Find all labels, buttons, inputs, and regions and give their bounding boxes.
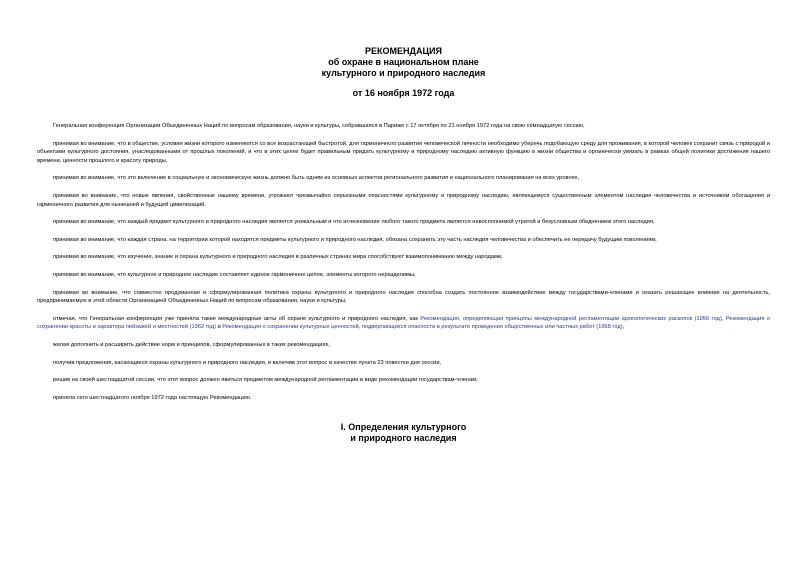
noting-separator-1: ,	[721, 315, 726, 322]
paragraph-having-decided: решив на своей шестнадцатой сессии, что этот вопрос должен явиться предметом международной регламентации в виде рекомендации государствам-членам,	[53, 377, 478, 384]
paragraph-considering-5: принимая во внимание, что каждая страна, на территории которой находятся предметы культурного и природного наследия, обязана сохранить эту часть наследия человечества и обеспечить ее передачу будущим поколениям,	[53, 236, 657, 243]
paragraph-considering-6: принимая во внимание, что изучение, знание и охрана культурного и природного наследия в различных странах мира способствуют взаимопониманию между народами,	[53, 254, 503, 261]
paragraph-considering-2: принимая во внимание, что это включение в социальную и экономическую жизнь должно быть одним из основных аспектов регионального развития и национального планирования на всех уровнях,	[53, 175, 580, 182]
paragraph-considering-7: принимая во внимание, что культурное и природное наследие составляет единое гармоничное целое, элементы которого неразделимы,	[53, 271, 416, 278]
link-recommendation-1968[interactable]: Рекомендация о сохранении культурных ценностей, подвергающихся опасности в результате проведения общественных или частных работ (1968 год)	[222, 324, 623, 331]
document-date: от 16 ноября 1972 года	[352, 88, 455, 98]
section-heading-line-1: I. Определения культурного	[340, 422, 467, 433]
noting-suffix: ,	[622, 324, 625, 331]
paragraph-noting	[37, 315, 770, 332]
paragraph-adopts: приняла сего шестнадцатого ноября 1972 года настоящую Рекомендацию.	[53, 394, 252, 401]
document-page	[37, 0, 770, 444]
link-recommendation-1956[interactable]: Рекомендация, определяющая принципы международной регламентации археологических раскопок (1956 год)	[420, 315, 722, 322]
link-recommendation-1962[interactable]: Рекомендация о сохранении красоты и характера пейзажей и местностей (1962 год)	[37, 315, 770, 331]
paragraph-having-received: получив предложения, касающиеся охраны культурного и природного наследия, и включив этот вопрос в качестве пункта 23 повестки дня сессии,	[53, 359, 442, 366]
document-title-line-3: культурного и природного наследия	[321, 68, 486, 78]
document-title-line-2: об охране в национальном плане	[328, 57, 479, 67]
noting-separator-2: и	[215, 324, 223, 331]
section-heading-line-2: и природного наследия	[350, 433, 457, 444]
paragraph-considering-8: принимая во внимание, что совместно продуманная и сформулированная политика охраны культурного и природного наследия способна создать постоянное взаимодействие между государствами-членами и оказать решающее влияние на деятельность, предпринимаемую в этой области Организацией Объединенных Наций по вопросам образования, науки и культуры,	[37, 289, 770, 305]
paragraph-considering-3: принимая во внимание, что новые явления, свойственные нашему времени, угрожают чрезвычайно серьезными опасностями культурному и природному наследию, являющемуся существенным элементом наследия человечества и источником обогащения и гармоничного развития для нынешней и будущей цивилизаций,	[37, 192, 770, 208]
paragraph-preamble: Генеральная конференция Организации Объединенных Наций по вопросам образования, науки и культуры, собравшаяся в Париже с 17 октября по 21 ноября 1972 года на свою семнадцатую сессию,	[53, 123, 585, 129]
noting-prefix: отмечая, что Генеральная конференция уже приняла такие международные акты об охране культурного и природного наследия, как	[53, 315, 421, 322]
paragraph-considering-4: принимая во внимание, что каждый предмет культурного и природного наследия является уникальным и что исчезновение любого такого предмета является невосполнимой утратой и безусловным обеднением этого наследия,	[53, 219, 655, 226]
paragraph-desiring: желая дополнить и расширить действие норм и принципов, сформулированных в таких рекомендациях,	[53, 341, 330, 348]
document-title-line-1: РЕКОМЕНДАЦИЯ	[365, 46, 442, 56]
paragraph-considering-1: принимая во внимание, что в обществе, условия жизни которого изменяются со все возрастающей быстротой, для гармоничного развития человеческой личности необходимо уберечь подобающую среду для проживания, в которой человек сохранит связь с природой и объектами культурного достояния, унаследованными от прошлых поколений, и что в этих целях будет правильным придать культурному и природному наследию активную функцию в жизни общества и органически увязать в рамках общей политики достижения нашего времени, ценности прошлого и красоту природы,	[37, 140, 770, 164]
